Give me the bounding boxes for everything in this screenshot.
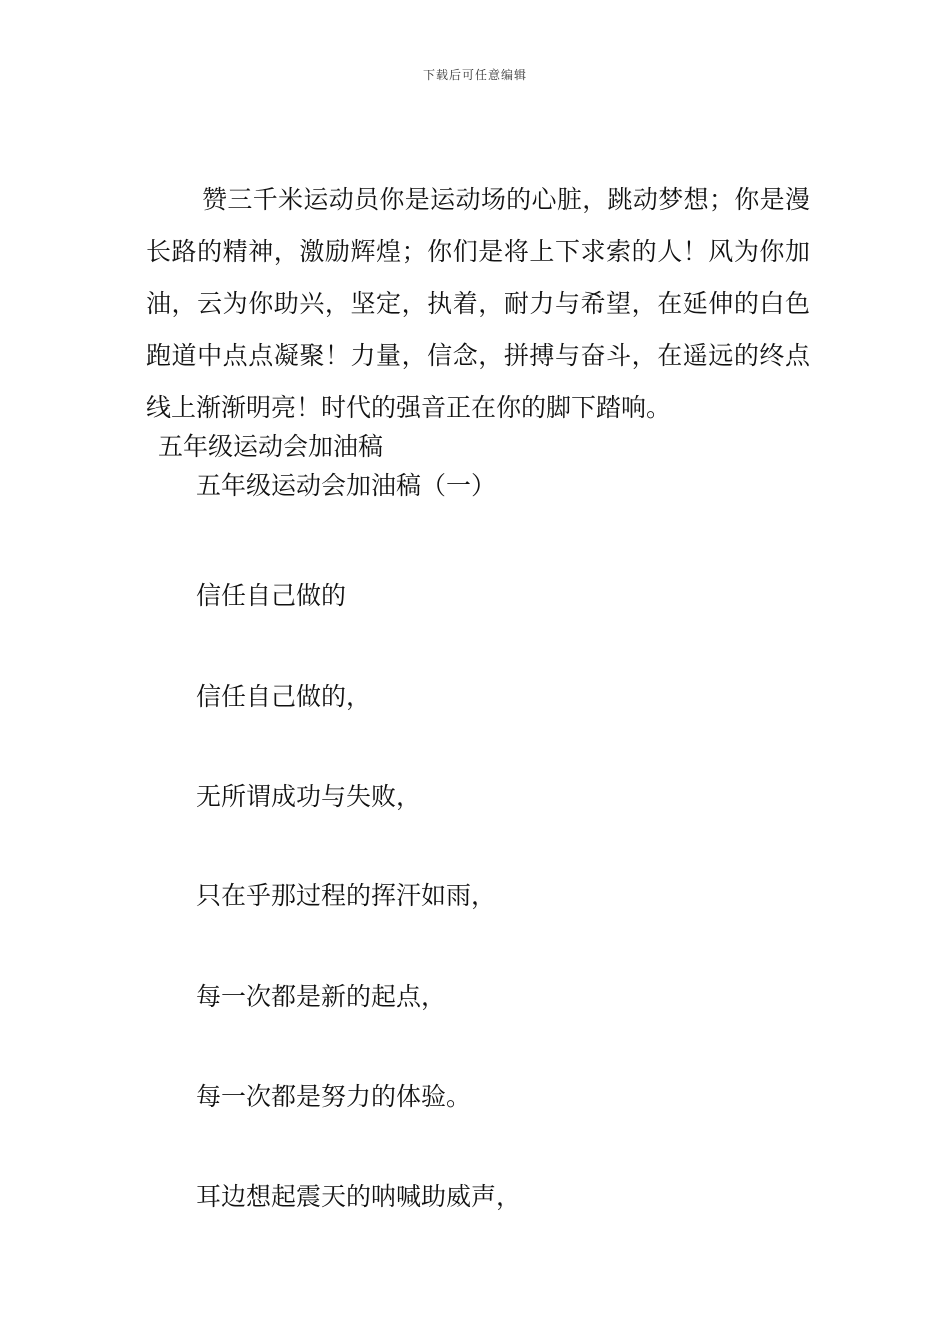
poem-line: 只在乎那过程的挥汗如雨， xyxy=(196,881,497,910)
poem-line: 信任自己做的， xyxy=(196,682,372,711)
subtitle-line: 五年级运动会加油稿（一） xyxy=(196,471,497,500)
page-header-note: 下载后可任意编辑 xyxy=(422,68,527,82)
intro-paragraph: 赞三千米运动员你是运动场的心脏，跳动梦想；你是漫长路的精神，激励辉煌；你们是将上下求索的人！风为你加油，云为你助兴，坚定，执着，耐力与希望，在延伸的白色跑道中点点凝聚！力量，信念，拼搏与奋斗，在遥远的终点线上渐渐明亮！时代的强音正在你的脚下踏响。 xyxy=(146,185,810,422)
poem-line: 每一次都是新的起点， xyxy=(196,982,447,1011)
poem-line: 每一次都是努力的体验。 xyxy=(196,1082,472,1111)
section-title: 五年级运动会加油稿 xyxy=(158,432,384,461)
poem-line: 耳边想起震天的呐喊助威声， xyxy=(196,1182,522,1211)
poem-line: 无所谓成功与失败， xyxy=(196,782,422,811)
poem-line: 信任自己做的 xyxy=(196,581,347,610)
